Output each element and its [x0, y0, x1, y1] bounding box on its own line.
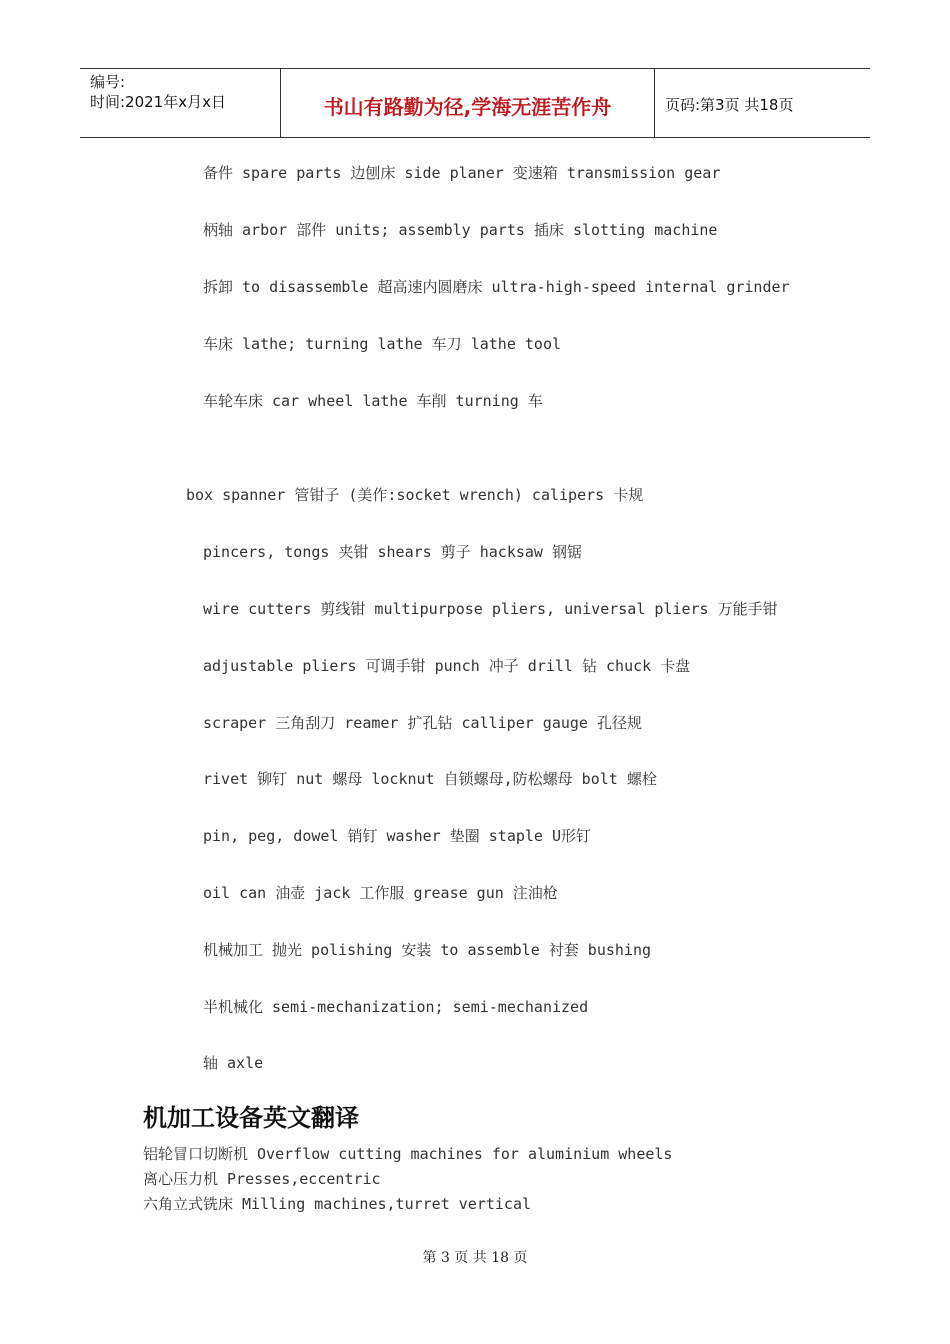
section-item: 铝轮冒口切断机 Overflow cutting machines for aluminium wheels — [143, 1145, 673, 1163]
header-motto-cell — [281, 69, 655, 137]
section-item: 六角立式铣床 Milling machines,turret vertical — [143, 1195, 532, 1213]
glossary-line: pincers, tongs 夹钳 shears 剪子 hacksaw 钢锯 — [203, 543, 582, 561]
header-info-cell — [80, 69, 281, 137]
glossary-line: 车轮车床 car wheel lathe 车削 turning 车 — [203, 392, 543, 410]
document-date-label: 时间:2021年x月x日 — [90, 93, 226, 111]
glossary-line: 柄轴 arbor 部件 units; assembly parts 插床 slotting machine — [203, 221, 718, 239]
header-motto: 书山有路勤为径,学海无涯苦作舟 — [323, 95, 612, 119]
glossary-line: 备件 spare parts 边刨床 side planer 变速箱 transmission gear — [203, 164, 721, 182]
glossary-line: 机械加工 抛光 polishing 安装 to assemble 衬套 bushing — [203, 941, 652, 959]
glossary-line: pin, peg, dowel 销钉 washer 垫圈 staple U形钉 — [203, 827, 592, 845]
page-footer: 第 3 页 共 18 页 — [422, 1250, 528, 1266]
glossary-line: wire cutters 剪线钳 multipurpose pliers, universal pliers 万能手钳 — [203, 600, 778, 618]
header-page-info: 页码:第3页 共18页 — [665, 96, 794, 114]
glossary-line: rivet 铆钉 nut 螺母 locknut 自锁螺母,防松螺母 bolt 螺栓 — [203, 770, 657, 788]
glossary-line: 轴 axle — [203, 1054, 264, 1072]
glossary-line: box spanner 管钳子 (美作:socket wrench) calipers 卡规 — [186, 486, 644, 504]
glossary-line: adjustable pliers 可调手钳 punch 冲子 drill 钻 chuck 卡盘 — [203, 657, 691, 675]
page-header — [80, 68, 870, 138]
header-page-cell — [655, 69, 870, 137]
section-title: 机加工设备英文翻译 — [143, 1104, 359, 1132]
glossary-line: 拆卸 to disassemble 超高速内圆磨床 ultra-high-speed internal grinder — [203, 278, 790, 296]
glossary-line: oil can 油壶 jack 工作服 grease gun 注油枪 — [203, 884, 558, 902]
section-item: 离心压力机 Presses,eccentric — [143, 1170, 381, 1188]
glossary-line: scraper 三角刮刀 reamer 扩孔钻 calliper gauge 孔径规 — [203, 714, 642, 732]
glossary-line: 半机械化 semi-mechanization; semi-mechanized — [203, 998, 589, 1016]
document-number-label: 编号: — [90, 73, 126, 91]
glossary-line: 车床 lathe; turning lathe 车刀 lathe tool — [203, 335, 562, 353]
